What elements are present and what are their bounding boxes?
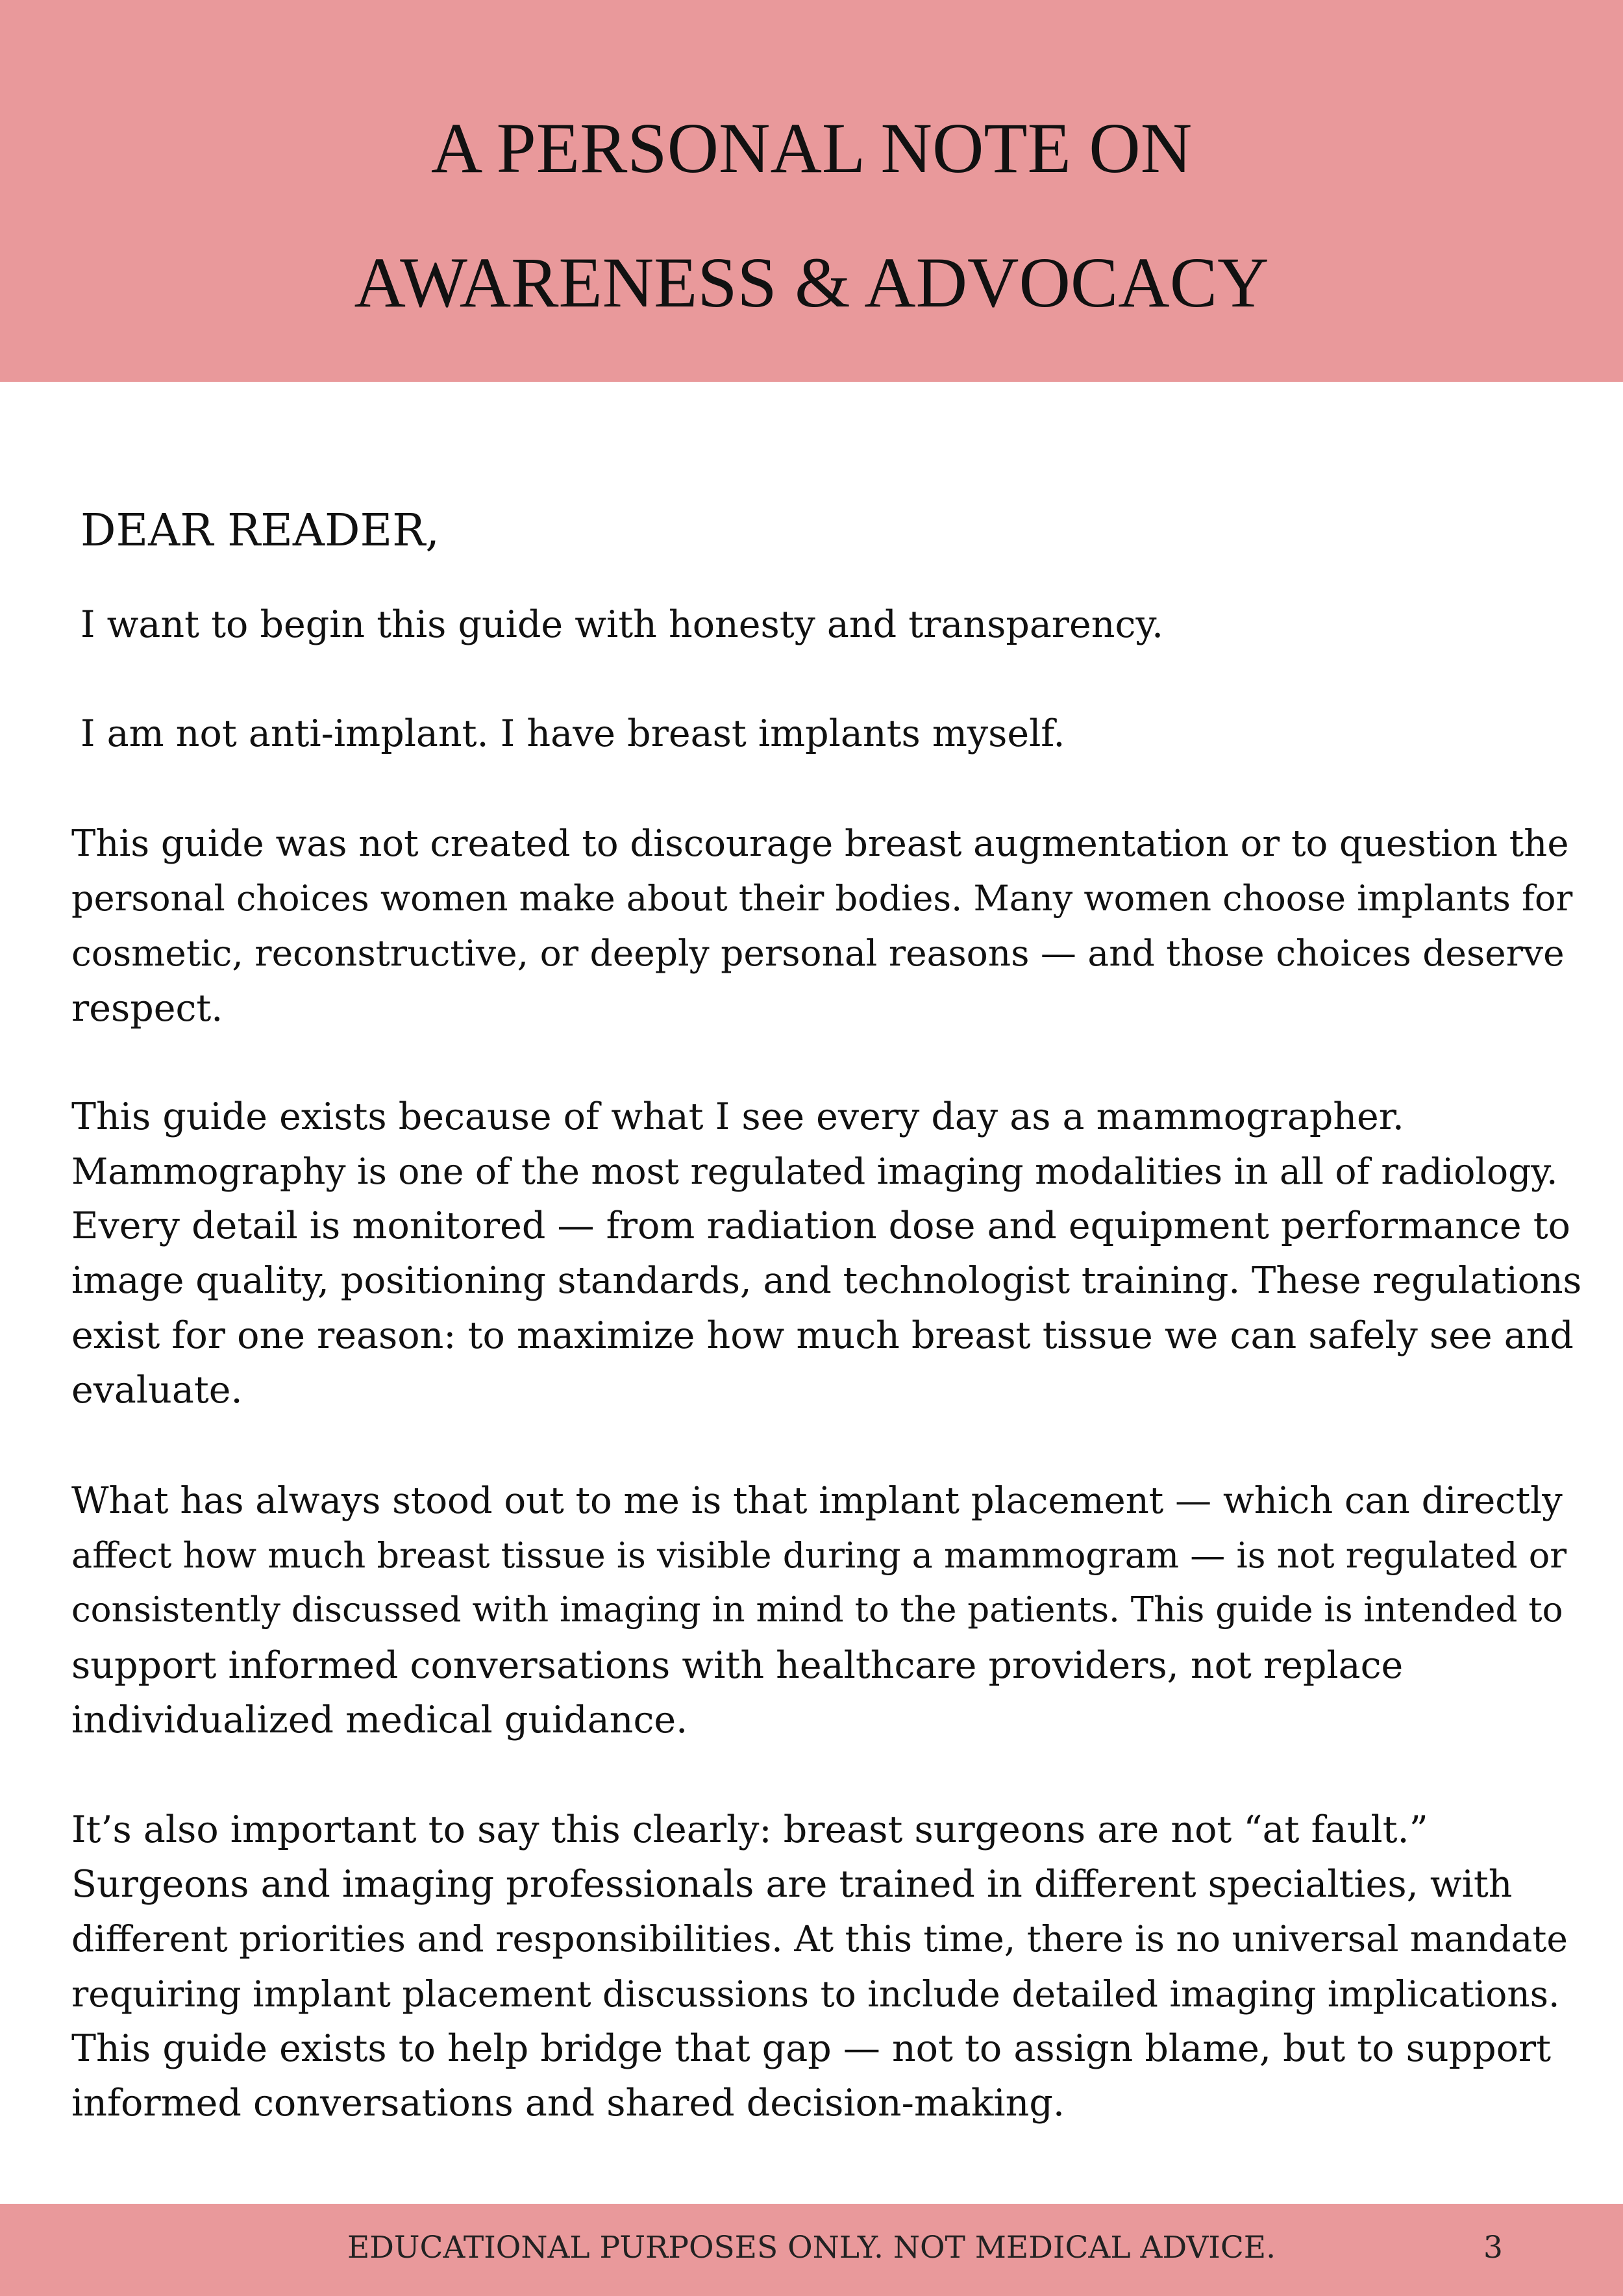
- paragraph-line: consistently discussed with imaging in mind to the patients. This guide is intended to: [71, 1590, 1563, 1630]
- paragraph-line: image quality, positioning standards, and technologist training. These regulations: [71, 1259, 1582, 1302]
- opening-sentence-1: I want to begin this guide with honesty and transparency.: [81, 603, 1164, 646]
- paragraph-line: It’s also important to say this clearly: breast surgeons are not “at fault.”: [71, 1808, 1428, 1851]
- paragraph-line: individualized medical guidance.: [71, 1698, 688, 1741]
- paragraph-3: [71, 1474, 1584, 1747]
- paragraph-line: affect how much breast tissue is visible during a mammogram — is not regulated or: [71, 1535, 1567, 1577]
- paragraph-line: This guide exists to help bridge that gap — not to assign blame, but to support: [71, 2027, 1552, 2070]
- paragraph-line: What has always stood out to me is that implant placement — which can directly: [71, 1480, 1563, 1522]
- paragraph-line: requiring implant placement discussions to include detailed imaging implications.: [71, 1973, 1560, 2015]
- paragraph-line: support informed conversations with healthcare providers, not replace: [71, 1643, 1404, 1687]
- footer-disclaimer: EDUCATIONAL PURPOSES ONLY. NOT MEDICAL ADVICE.: [347, 2230, 1276, 2265]
- paragraph-line: Surgeons and imaging professionals are trained in different specialties, with: [71, 1863, 1513, 1906]
- paragraph-line: cosmetic, reconstructive, or deeply personal reasons — and those choices deserve: [71, 932, 1565, 975]
- paragraph-line: Mammography is one of the most regulated imaging modalities in all of radiology.: [71, 1151, 1558, 1193]
- paragraph-line: Every detail is monitored — from radiation dose and equipment performance to: [71, 1204, 1570, 1248]
- paragraph-1: [71, 817, 1584, 1036]
- paragraph-2: [71, 1090, 1584, 1417]
- paragraph-line: This guide exists because of what I see every day as a mammographer.: [71, 1095, 1404, 1138]
- page-number: 3: [1483, 2230, 1503, 2265]
- paragraph-line: evaluate.: [71, 1369, 243, 1412]
- paragraph-line: exist for one reason: to maximize how much breast tissue we can safely see and: [71, 1314, 1574, 1357]
- page-title-line-2: AWARENESS & ADVOCACY: [354, 243, 1269, 322]
- opening-sentence-2: I am not anti-implant. I have breast implants myself.: [81, 712, 1065, 755]
- paragraph-line: respect.: [71, 986, 223, 1030]
- paragraph-line: different priorities and responsibilities. At this time, there is no universal mandate: [71, 1918, 1568, 1960]
- paragraph-4: [71, 1803, 1584, 2130]
- salutation: DEAR READER,: [81, 505, 440, 556]
- page-title-line-1: A PERSONAL NOTE ON: [430, 108, 1193, 188]
- paragraph-line: This guide was not created to discourage breast augmentation or to question the: [71, 823, 1569, 865]
- paragraph-line: personal choices women make about their bodies. Many women choose implants for: [71, 878, 1573, 919]
- paragraph-line: informed conversations and shared decision-making.: [71, 2082, 1065, 2125]
